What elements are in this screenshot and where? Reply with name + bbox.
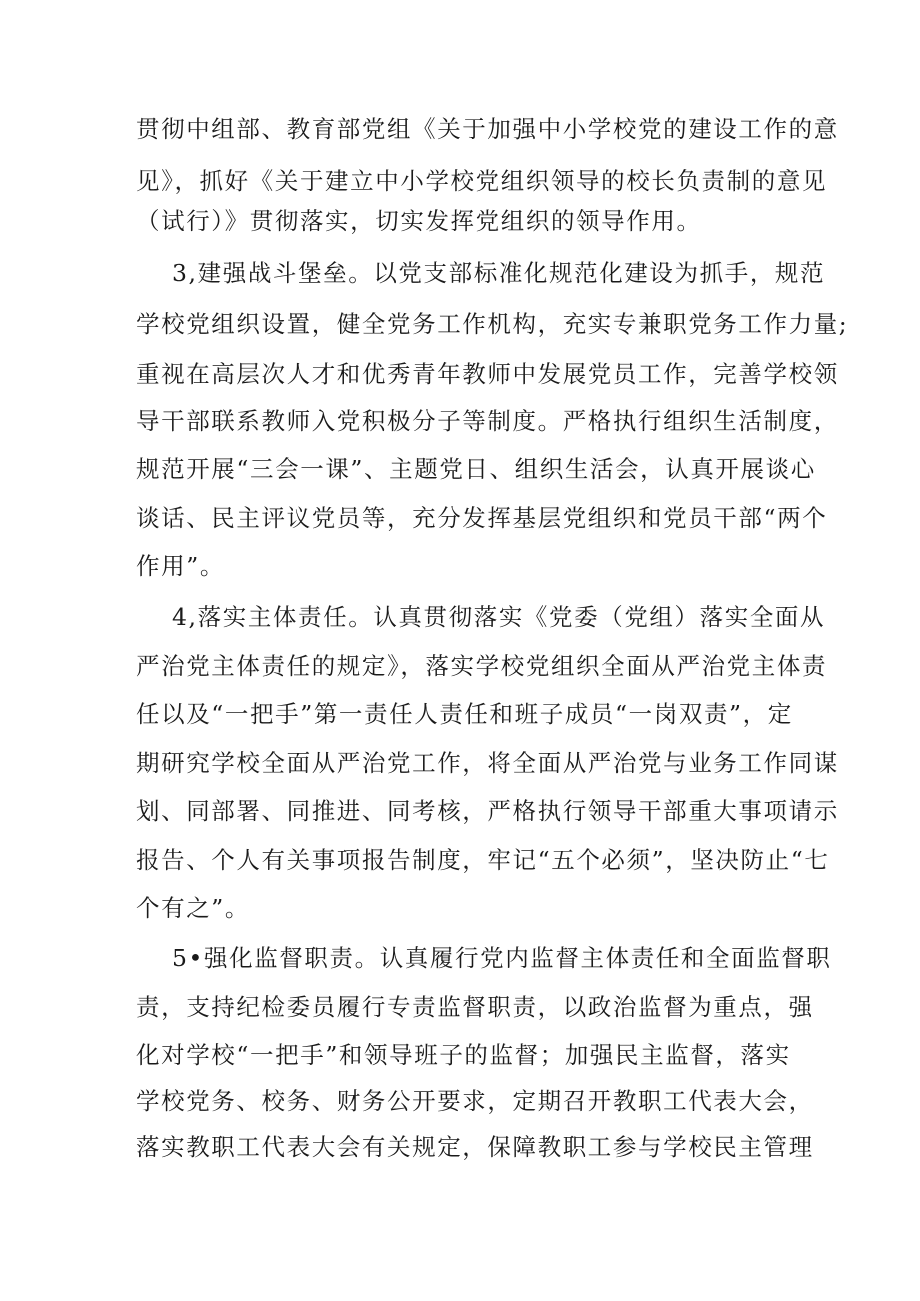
text-line: 划、同部署、同推进、同考核，严格执行领导干部重大事项请示 — [136, 797, 839, 825]
paragraph-4-heading-line: 4,落实主体责任。认真贯彻落实《党委（党组）落实全面从 — [172, 603, 826, 631]
text-line: 导干部联系教师入党积极分子等制度。严格执行组织生活制度， — [136, 407, 839, 435]
text-line: 谈话、民主评议党员等，充分发挥基层党组织和党员干部“两个 — [136, 504, 828, 532]
text-line: 个有之”。 — [136, 894, 251, 922]
text-line: 化对学校“一把手”和领导班子的监督；加强民主监督，落实 — [136, 1041, 791, 1069]
text-line: 学校党务、校务、财务公开要求，定期召开教职工代表大会， — [136, 1087, 814, 1115]
paragraph-3-heading-line: 3,建强战斗堡垒。以党支部标准化规范化建设为抓手，规范 — [172, 259, 826, 287]
text-line: 见》，抓好《关于建立中小学校党组织领导的校长负责制的意见 — [136, 167, 828, 195]
text-line: 期研究学校全面从严治党工作，将全面从严治党与业务工作同谋 — [136, 749, 839, 777]
paragraph-5-heading-line: 5•强化监督职责。认真履行党内监督主体责任和全面监督职 — [172, 944, 832, 972]
text-line: 重视在高层次人才和优秀青年教师中发展党员工作，完善学校领 — [136, 360, 839, 388]
text-line: 作用”。 — [136, 552, 225, 580]
text-line: 学校党组织设置，健全党务工作机构，充实专兼职党务工作力量; — [136, 310, 849, 338]
text-line: 报告、个人有关事项报告制度，牢记“五个必须”，坚决防止“七 — [136, 846, 830, 874]
text-line: （试行）》贯彻落实，切实发挥党组织的领导作用。 — [136, 207, 702, 235]
text-line: 任以及“一把手”第一责任人责任和班子成员“一岗双责”，定 — [136, 700, 793, 728]
text-line: 严治党主体责任的规定》，落实学校党组织全面从严治党主体责 — [136, 652, 828, 680]
text-line: 落实教职工代表大会有关规定，保障教职工参与学校民主管理 — [136, 1133, 814, 1161]
text-line: 规范开展“三会一课”、主题党日、组织生活会，认真开展谈心 — [136, 455, 816, 483]
text-line: 责，支持纪检委员履行专责监督职责，以政治监督为重点，强 — [136, 993, 814, 1021]
text-line: 贯彻中组部、教育部党组《关于加强中小学校党的建设工作的意 — [136, 115, 839, 143]
